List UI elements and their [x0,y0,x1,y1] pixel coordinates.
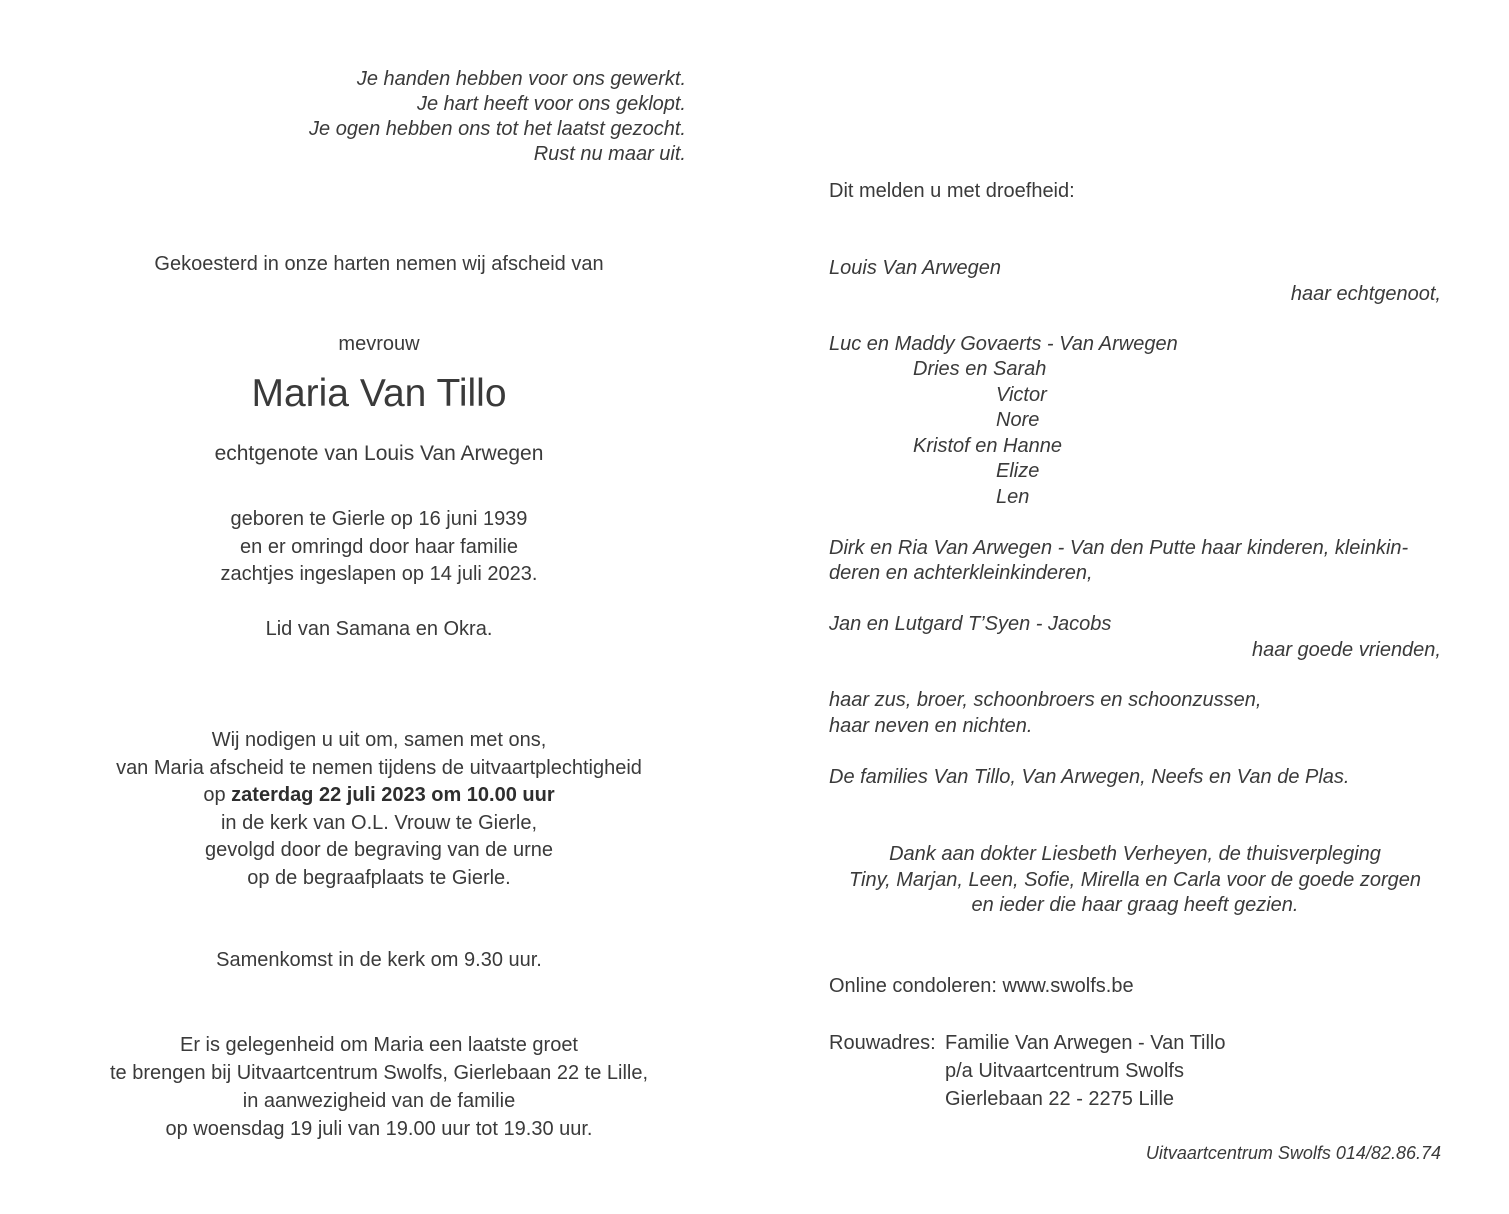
grandchild-name: Kristof en Hanne [913,435,1062,457]
poem-line: Je hart heeft voor ons geklopt. [416,93,686,115]
address-label: Rouwadres: [829,1032,936,1054]
invite-line: Wij nodigen u uit om, samen met ons, [211,729,547,751]
deceased-name: Maria Van Tillo [251,372,507,415]
birth-line: geboren te Gierle op 16 juni 1939 [230,508,528,530]
families-line: De families Van Tillo, Van Arwegen, Neefs en Van de Plas. [829,766,1350,788]
visitation-info [79,1031,679,1143]
poem-line: Je handen hebben voor ons gewerkt. [356,68,686,90]
poem-line: Rust nu maar uit. [533,143,686,165]
invite-line: in de kerk van O.L. Vrouw te Gierle, [220,811,538,834]
invite-date-line [79,782,679,810]
great-grandchild-name: Elize [996,460,1040,482]
address-line: Gierlebaan 22 - 2275 Lille [945,1088,1175,1110]
visit-line: op woensdag 19 juli van 19.00 uur tot 19.30 uur. [165,1118,593,1140]
invite-line: gevolgd door de begraving van de urne [204,839,554,862]
honorific: mevrouw [338,333,420,355]
gathering-note: Samenkomst in de kerk om 9.30 uur. [216,949,542,971]
death-line: zachtjes ingeslapen op 14 juli 2023. [220,563,538,585]
poem [200,67,686,167]
family-line: en er omringd door haar familie [240,535,518,558]
funeral-invitation [79,727,679,893]
invite-date-prefix: op [203,784,232,807]
invite-line: op de begraafplaats te Gierle. [247,866,511,889]
invite-line: van Maria afscheid te nemen tijdens de uitvaartplechtigheid [116,756,642,779]
thanks-line: Tiny, Marjan, Leen, Sofie, Mirella en Carla voor de goede zorgen [849,868,1421,891]
friends-name: Jan en Lutgard T’Syen - Jacobs [829,613,1112,635]
husband-role: haar echtgenoot, [1290,283,1441,305]
great-grandchild-name: Len [996,486,1030,508]
online-condolences: Online condoleren: www.swolfs.be [829,975,1134,997]
announcement: Dit melden u met droefheid: [829,180,1075,202]
friends-role: haar goede vrienden, [1251,639,1441,661]
funeral-home-footer: Uitvaartcentrum Swolfs 014/82.86.74 [1145,1143,1441,1163]
siblings-line: haar zus, broer, schoonbroers en schoonzussen, [829,689,1262,711]
poem-line: Je ogen hebben ons tot het laatst gezocht. [309,118,686,140]
visit-line: in aanwezigheid van de familie [242,1090,516,1112]
farewell-intro: Gekoesterd in onze harten nemen wij afscheid van [154,253,604,275]
child-name-continued: deren en achterkleinkinderen, [829,562,1093,584]
spouse-line: echtgenote van Louis Van Arwegen [214,442,544,465]
great-grandchild-name: Victor [996,384,1047,406]
cousins-line: haar neven en nichten. [829,715,1033,737]
life-dates [79,506,679,589]
membership: Lid van Samana en Okra. [265,618,493,640]
mourning-address [829,1029,1226,1113]
visit-line: Er is gelegenheid om Maria een laatste groet [179,1034,578,1056]
thanks-line: en ieder die haar graag heeft gezien. [971,894,1299,916]
child-name: Dirk en Ria Van Arwegen - Van den Putte haar kinderen, kleinkin- [829,537,1409,559]
funeral-date: zaterdag 22 juli 2023 om 10.00 uur [231,784,555,807]
great-grandchild-name: Nore [996,409,1040,431]
address-line: Familie Van Arwegen - Van Tillo [945,1032,1226,1054]
grandchild-name: Dries en Sarah [913,358,1047,380]
thanks-line: Dank aan dokter Liesbeth Verheyen, de thuisverpleging [889,843,1381,865]
thanks-note [829,842,1441,919]
husband-name: Louis Van Arwegen [829,257,1001,279]
visit-line: te brengen bij Uitvaartcentrum Swolfs, Gierlebaan 22 te Lille, [109,1062,649,1084]
child-name: Luc en Maddy Govaerts - Van Arwegen [829,333,1178,355]
address-line: p/a Uitvaartcentrum Swolfs [945,1060,1184,1082]
